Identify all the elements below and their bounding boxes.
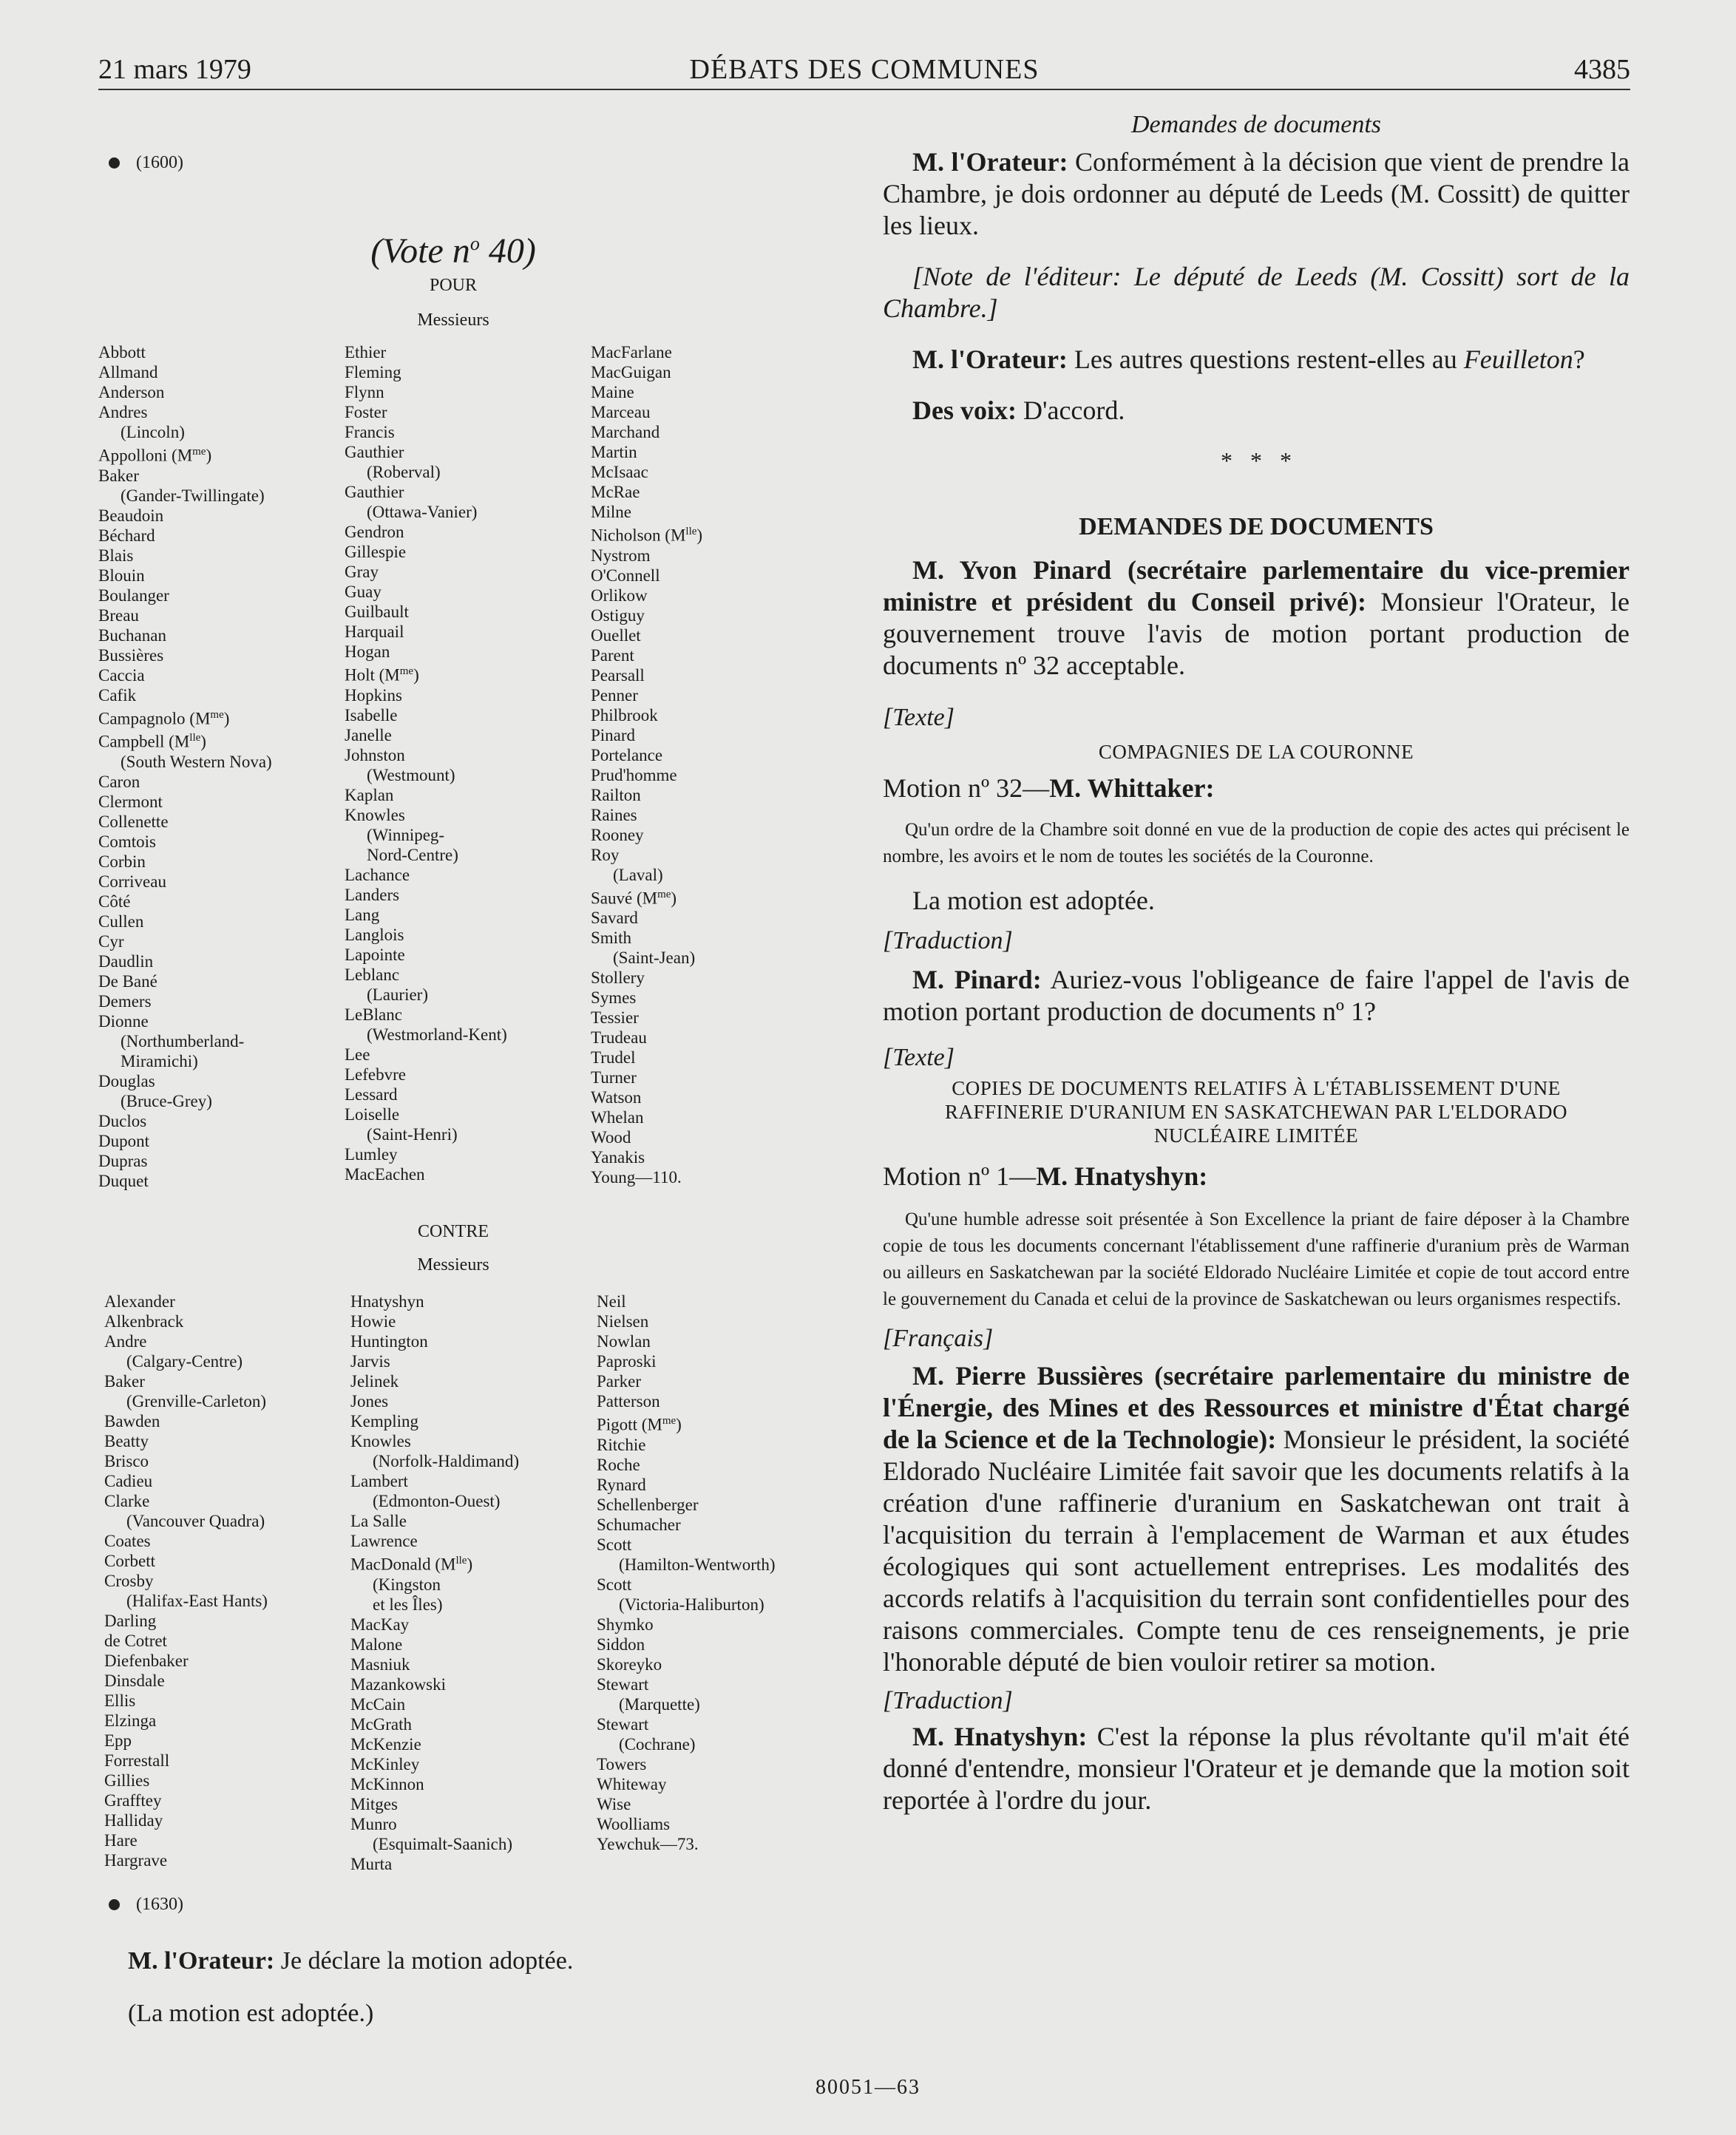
member-name: Lambert xyxy=(350,1471,408,1490)
member-name: Siddon xyxy=(597,1635,645,1654)
speech-text: C'est la réponse la plus révoltante qu'il m'ait été donné d'entendre, monsieur l'Orateur et je demande que la motion soit reportée à l'ordre du jour. xyxy=(883,1722,1630,1815)
contre-names-list xyxy=(98,1291,852,1874)
member-name: Mazankowski xyxy=(350,1674,447,1694)
member-name: (Marquette) xyxy=(619,1694,700,1714)
member-name: Raines xyxy=(591,805,637,824)
member-name: O'Connell xyxy=(591,566,660,585)
member-name: Cyr xyxy=(98,931,124,951)
member-name: Hogan xyxy=(345,642,390,661)
member-name: Martin xyxy=(591,443,637,461)
header-page-number: 4385 xyxy=(1574,54,1630,85)
member-name: (Gander-Twillingate) xyxy=(121,486,265,505)
motion-text: Qu'une humble adresse soit présentée à Son Excellence la priant de faire déposer à la Chambre copie de tous les documents concernant l'établissement d'une raffinerie d'uranium près de Warman ou ailleurs en Saskatchewan par la société Eldorado Nucléaire Limitée et copie de tout accord entre le gouvernement du Canada et celui de la province de Saskatchewan ou leurs organismes respectifs. xyxy=(883,1209,1630,1309)
member-name: Alkenbrack xyxy=(104,1311,184,1331)
names-column xyxy=(104,1291,350,1874)
member-name: McCain xyxy=(350,1694,406,1714)
member-name: Parent xyxy=(591,645,634,665)
member-name: LeBlanc xyxy=(345,1005,402,1024)
member-name: Corriveau xyxy=(98,872,166,891)
member-name: Sauvé $(M^{me})$ xyxy=(591,888,677,908)
header-rule xyxy=(98,89,1630,90)
member-name: Hopkins xyxy=(345,685,402,705)
member-name: Gendron xyxy=(345,523,404,541)
member-name: Marceau xyxy=(591,403,651,421)
speaker-paragraph xyxy=(883,395,1630,427)
member-name: Anderson xyxy=(98,383,165,401)
member-name: Shymko xyxy=(597,1615,654,1634)
member-name: MacFarlane xyxy=(591,343,672,362)
vote-title-sup: o xyxy=(469,233,480,254)
member-name: Paproski xyxy=(597,1351,657,1371)
member-name: (Lincoln) xyxy=(121,423,185,441)
member-name: (Kingston xyxy=(373,1575,441,1594)
bullet-icon xyxy=(109,157,120,169)
member-name: Turner xyxy=(591,1068,637,1087)
member-name: Roche xyxy=(597,1455,640,1474)
motion-title: COMPAGNIES DE LA COURONNE xyxy=(1098,741,1414,763)
member-name: Trudel xyxy=(591,1048,636,1068)
member-name: (Ottawa-Vanier) xyxy=(367,503,478,521)
member-name: Blais xyxy=(98,546,134,565)
speaker-paragraph xyxy=(883,1360,1630,1678)
right-column xyxy=(883,111,1630,1816)
member-name: Orlikow xyxy=(591,585,648,605)
member-name: (Grenville-Carleton) xyxy=(126,1391,267,1411)
member-name: Darling xyxy=(104,1611,157,1630)
speech-text: Monsieur le président, la société Eldorado Nucléaire Limitée fait savoir que les documents relatifs à la création d'une raffinerie d'uranium en Saskatchewan ont trait à l'acquisition du terrain à l'emplacement de Warman et aux études écologiques qui sont actuellement entreprises. Les modalités des accords relatifs à l'acquisition du terrain sont confidentielles pour des raisons commerciales. Compte tenu de ces renseignements, je prie l'honorable député de bien vouloir retirer sa motion. xyxy=(883,1425,1630,1677)
member-name: Comtois xyxy=(98,832,156,851)
member-name: McKinnon xyxy=(350,1774,424,1793)
member-name: Caron xyxy=(98,772,140,791)
member-name: Milne xyxy=(591,503,631,521)
member-name: Howie xyxy=(350,1311,396,1331)
time-label: (1630) xyxy=(136,1895,183,1915)
member-name: Lapointe xyxy=(345,945,405,964)
member-name: Rooney xyxy=(591,825,644,844)
member-name: Whelan xyxy=(591,1108,644,1127)
member-name: Ostiguy xyxy=(591,605,645,625)
language-tag: [Traduction] xyxy=(883,927,1013,954)
member-name: (Cochrane) xyxy=(619,1734,696,1754)
speaker-paragraph xyxy=(98,1945,852,1977)
running-header xyxy=(98,53,1630,92)
member-name: Lefebvre xyxy=(345,1065,406,1084)
member-name: Dupont xyxy=(98,1131,149,1150)
member-name: Murta xyxy=(350,1854,393,1873)
member-name: Harquail xyxy=(345,622,404,641)
member-name: Wood xyxy=(591,1128,631,1147)
member-name: Schellenberger xyxy=(597,1495,699,1514)
member-name: Nicholson $(M^{lle})$ xyxy=(591,526,703,545)
speaker-paragraph xyxy=(883,1721,1630,1816)
member-name: Hnatyshyn xyxy=(350,1291,424,1311)
motion-heading xyxy=(883,773,1630,804)
member-name: Dionne xyxy=(98,1011,149,1031)
speaker-name: M. l'Orateur: xyxy=(912,147,1068,177)
speaker-name: M. Pierre Bussières (secrétaire parlementaire du ministre de l'Énergie, des Mines et des Ressources et ministre d'État chargé de la Science et de la Technologie): xyxy=(883,1361,1630,1454)
member-name: Brisco xyxy=(104,1451,149,1470)
member-name: Skoreyko xyxy=(597,1654,662,1674)
member-name: De Bané xyxy=(98,971,157,991)
member-name: La Salle xyxy=(350,1511,407,1530)
member-name: Foster xyxy=(345,403,387,421)
speech-text: Les autres questions restent-elles au xyxy=(1067,344,1464,374)
member-name: Janelle xyxy=(345,725,392,744)
member-name: (Vancouver Quadra) xyxy=(126,1511,265,1530)
member-name: Elzinga xyxy=(104,1711,157,1730)
member-name: Yewchuk—73. xyxy=(597,1834,699,1853)
member-name: Kempling xyxy=(350,1411,418,1430)
member-name: Clarke xyxy=(104,1491,150,1510)
member-name: Lessard xyxy=(345,1085,398,1104)
member-name: Prud'homme xyxy=(591,765,677,784)
member-name: Hargrave xyxy=(104,1850,168,1870)
speech-text: Je déclare la motion adoptée. xyxy=(274,1946,574,1975)
member-name: Daudlin xyxy=(98,951,154,971)
member-name: de Cotret xyxy=(104,1631,167,1650)
member-name: Patterson xyxy=(597,1391,660,1411)
member-name: Beatty xyxy=(104,1431,149,1450)
member-name: Masniuk xyxy=(350,1654,410,1674)
member-name: Duquet xyxy=(98,1171,149,1190)
member-name: Knowles xyxy=(345,805,405,824)
member-name: Coates xyxy=(104,1531,151,1550)
member-name: Campagnolo $(M^{me})$ xyxy=(98,708,230,728)
member-name: McIsaac xyxy=(591,463,648,481)
member-name: Abbott xyxy=(98,343,146,362)
member-name: Towers xyxy=(597,1754,647,1773)
member-name: Landers xyxy=(345,885,400,904)
member-name: Maine xyxy=(591,383,634,401)
member-name: Knowles xyxy=(350,1431,411,1450)
member-name: Trudeau xyxy=(591,1028,647,1048)
member-name: Woolliams xyxy=(597,1814,671,1833)
contre-label: CONTRE xyxy=(418,1221,489,1241)
speaker-paragraph xyxy=(883,964,1630,1028)
section-title: DEMANDES DE DOCUMENTS xyxy=(1079,513,1434,540)
member-name: Malone xyxy=(350,1635,403,1654)
time-marker-1630 xyxy=(98,1890,852,1920)
member-name: Halliday xyxy=(104,1810,163,1830)
member-name: Gillies xyxy=(104,1771,150,1790)
member-name: Campbell $(M^{lle})$ xyxy=(98,732,206,751)
member-name: Gray xyxy=(345,563,379,581)
speaker-name: Des voix: xyxy=(912,396,1017,425)
member-name: Railton xyxy=(591,785,641,804)
member-name: Lawrence xyxy=(350,1531,418,1550)
member-name: Pigott $(M^{me})$ xyxy=(597,1414,682,1434)
member-name: Baker xyxy=(104,1371,145,1391)
member-name: Johnston xyxy=(345,745,405,764)
member-name: Corbett xyxy=(104,1551,155,1570)
member-name: (Calgary-Centre) xyxy=(126,1351,243,1371)
member-name: (Bruce-Grey) xyxy=(121,1091,212,1110)
member-name: Lang xyxy=(345,905,380,924)
member-name: Scott xyxy=(597,1575,632,1594)
motion-mover: M. Hnatyshyn: xyxy=(1036,1161,1208,1191)
member-name: Cadieu xyxy=(104,1471,153,1490)
member-name: Holt $(M^{me})$ xyxy=(345,665,419,685)
member-name: Collenette xyxy=(98,812,169,831)
speaker-name: M. l'Orateur: xyxy=(128,1946,275,1975)
language-tag: [Français] xyxy=(883,1325,994,1352)
member-name: (Roberval) xyxy=(367,463,441,481)
member-name: Whiteway xyxy=(597,1774,667,1793)
member-name: Philbrook xyxy=(591,705,658,724)
speaker-name: M. Pinard: xyxy=(912,965,1042,994)
member-name: Stollery xyxy=(591,968,645,988)
member-name: Scott xyxy=(597,1535,632,1554)
member-name: Beaudoin xyxy=(98,506,164,525)
member-name: Hare xyxy=(104,1830,138,1850)
member-name: Munro xyxy=(350,1814,397,1833)
member-name: Nielsen xyxy=(597,1311,649,1331)
section-heading-italic: Demandes de documents xyxy=(1130,111,1382,138)
member-name: (South Western Nova) xyxy=(121,752,272,771)
motion-mover: M. Whittaker: xyxy=(1049,773,1215,803)
member-name: Demers xyxy=(98,991,152,1011)
names-column xyxy=(591,342,702,1191)
member-name: Bussières xyxy=(98,645,164,665)
messieurs-label-2: Messieurs xyxy=(417,1255,489,1274)
member-name: (Saint-Henri) xyxy=(367,1124,458,1144)
member-name: McKinley xyxy=(350,1754,420,1773)
member-name: Clermont xyxy=(98,792,163,811)
member-name: Gauthier xyxy=(345,443,404,461)
member-name: Bawden xyxy=(104,1411,160,1430)
names-column xyxy=(345,342,591,1191)
member-name: Penner xyxy=(591,685,638,705)
member-name: Gauthier xyxy=(345,483,404,501)
member-name: Ellis xyxy=(104,1691,136,1710)
member-name: Smith xyxy=(591,929,631,948)
messieurs-label: Messieurs xyxy=(417,310,489,330)
member-name: (Laval) xyxy=(613,865,663,884)
member-name: Miramichi) xyxy=(121,1051,198,1070)
pour-label: POUR xyxy=(429,276,478,295)
member-name: Lee xyxy=(345,1045,370,1064)
member-name: Ritchie xyxy=(597,1435,646,1454)
member-name: et les Îles) xyxy=(373,1595,443,1614)
member-name: Portelance xyxy=(591,745,663,764)
member-name: Guilbault xyxy=(345,603,409,621)
member-name: (Victoria-Haliburton) xyxy=(619,1595,764,1614)
pour-names-list xyxy=(98,342,852,1191)
member-name: Dupras xyxy=(98,1151,148,1170)
member-name: Alexander xyxy=(104,1291,175,1311)
member-name: Ethier xyxy=(345,343,387,362)
member-name: Stewart xyxy=(597,1674,649,1694)
vote-title-suffix: 40) xyxy=(479,231,536,271)
member-name: Cafik xyxy=(98,685,137,705)
member-name: Lumley xyxy=(345,1144,398,1164)
member-name: Diefenbaker xyxy=(104,1651,189,1670)
member-name: Pearsall xyxy=(591,665,645,685)
member-name: (Laurier) xyxy=(367,985,428,1004)
member-name: Dinsdale xyxy=(104,1671,165,1690)
member-name: Flynn xyxy=(345,383,384,401)
member-name: Guay xyxy=(345,583,382,601)
language-tag: [Traduction] xyxy=(883,1687,1013,1714)
member-name: Jarvis xyxy=(350,1351,390,1371)
member-name: Leblanc xyxy=(345,965,400,984)
member-name: Marchand xyxy=(591,423,660,441)
member-name: (Westmorland-Kent) xyxy=(367,1025,507,1044)
motion-result: La motion est adoptée. xyxy=(912,886,1155,915)
member-name: Tessier xyxy=(591,1008,639,1028)
speech-end: ? xyxy=(1573,344,1585,374)
member-name: (Westmount) xyxy=(367,765,455,784)
member-name: MacGuigan xyxy=(591,363,671,381)
member-name: Buchanan xyxy=(98,625,166,645)
motion-number: Motion nº 32— xyxy=(883,773,1050,803)
member-name: (Saint-Jean) xyxy=(613,948,696,968)
header-title: DÉBATS DES COMMUNES xyxy=(689,54,1040,85)
member-name: McKenzie xyxy=(350,1734,421,1754)
member-name: Blouin xyxy=(98,566,145,585)
member-name: (Hamilton-Wentworth) xyxy=(619,1555,776,1574)
member-name: Huntington xyxy=(350,1331,428,1351)
member-name: MacEachen xyxy=(345,1164,425,1184)
speech-italic: Feuilleton xyxy=(1463,344,1573,374)
member-name: Allmand xyxy=(98,363,158,381)
member-name: (Northumberland- xyxy=(121,1031,245,1050)
member-name: Andres xyxy=(98,403,148,421)
language-tag: [Texte] xyxy=(883,704,955,731)
member-name: Symes xyxy=(591,988,637,1008)
member-name: Yanakis xyxy=(591,1148,645,1167)
member-name: Neil xyxy=(597,1291,626,1311)
member-name: Béchard xyxy=(98,526,155,545)
member-name: (Edmonton-Ouest) xyxy=(373,1491,501,1510)
motion-title: COPIES DE DOCUMENTS RELATIFS À L'ÉTABLISSEMENT D'UNE RAFFINERIE D'URANIUM EN SASKATCHEWAN PAR L'ELDORADO NUCLÉAIRE LIMITÉE xyxy=(944,1077,1568,1147)
member-name: (Halifax-East Hants) xyxy=(126,1591,268,1610)
member-name: Fleming xyxy=(345,363,401,381)
member-name: Rynard xyxy=(597,1475,646,1494)
member-name: Watson xyxy=(591,1088,642,1107)
member-name: Young—110. xyxy=(591,1168,682,1187)
member-name: Lachance xyxy=(345,865,410,884)
editor-note: [Note de l'éditeur: Le député de Leeds (M. Cossitt) sort de la Chambre.] xyxy=(883,262,1630,323)
speech-text: Conformément à la décision que vient de prendre la Chambre, je dois ordonner au député de Leeds (M. Cossitt) de quitter les lieux. xyxy=(883,147,1630,240)
speech-text: Monsieur l'Orateur, le gouvernement trouve l'avis de motion portant production de documents nº 32 acceptable. xyxy=(883,587,1630,680)
speaker-paragraph xyxy=(883,344,1630,376)
member-name: Côté xyxy=(98,892,131,911)
member-name: Roy xyxy=(591,845,620,864)
member-name: Schumacher xyxy=(597,1515,681,1534)
member-name: Douglas xyxy=(98,1071,155,1090)
member-name: Parker xyxy=(597,1371,642,1391)
member-name: (Esquimalt-Saanich) xyxy=(373,1834,513,1853)
speech-text: D'accord. xyxy=(1016,396,1125,425)
motion-number: Motion nº 1— xyxy=(883,1161,1037,1191)
names-column xyxy=(597,1291,775,1874)
member-name: (Norfolk-Haldimand) xyxy=(373,1451,519,1470)
member-name: Corbin xyxy=(98,852,146,871)
member-name: Forrestall xyxy=(104,1751,170,1770)
motion-heading xyxy=(883,1161,1630,1192)
member-name: Savard xyxy=(591,909,638,928)
member-name: Baker xyxy=(98,466,139,485)
member-name: Nystrom xyxy=(591,546,651,565)
member-name: McRae xyxy=(591,483,640,501)
member-name: Crosby xyxy=(104,1571,154,1590)
member-name: Cullen xyxy=(98,912,144,931)
member-name: Duclos xyxy=(98,1111,147,1130)
header-date: 21 mars 1979 xyxy=(98,54,251,85)
member-name: Ouellet xyxy=(591,625,641,645)
bullet-icon xyxy=(109,1899,120,1910)
speaker-paragraph xyxy=(883,554,1630,682)
member-name: McGrath xyxy=(350,1714,413,1734)
names-column xyxy=(350,1291,597,1874)
member-name: Langlois xyxy=(345,925,404,944)
member-name: Gillespie xyxy=(345,543,407,561)
member-name: Epp xyxy=(104,1731,132,1750)
member-name: Pinard xyxy=(591,725,636,744)
member-name: Appolloni $(M^{me})$ xyxy=(98,446,212,465)
member-name: Kaplan xyxy=(345,785,394,804)
member-name: Nowlan xyxy=(597,1331,651,1351)
member-name: Isabelle xyxy=(345,705,398,724)
member-name: Andre xyxy=(104,1331,147,1351)
member-name: Caccia xyxy=(98,665,145,685)
left-column xyxy=(98,148,852,2029)
member-name: Wise xyxy=(597,1794,631,1813)
member-name: Francis xyxy=(345,423,395,441)
speaker-name: M. l'Orateur: xyxy=(912,344,1068,374)
footer-code: 80051—63 xyxy=(816,2076,920,2099)
vote-title-prefix: (Vote n xyxy=(370,231,470,271)
time-marker-1600 xyxy=(98,148,852,177)
motion-result: (La motion est adoptée.) xyxy=(128,1999,374,2027)
member-name: (Winnipeg- xyxy=(367,825,445,844)
speaker-paragraph xyxy=(883,146,1630,242)
member-name: Jones xyxy=(350,1391,389,1411)
member-name: Loiselle xyxy=(345,1104,400,1124)
member-name: Stewart xyxy=(597,1714,649,1734)
speaker-name: M. Hnatyshyn: xyxy=(912,1722,1088,1751)
member-name: Nord-Centre) xyxy=(367,845,458,864)
member-name: MacKay xyxy=(350,1615,410,1634)
vote-title xyxy=(305,231,601,271)
motion-text: Qu'un ordre de la Chambre soit donné en vue de la production de copie des actes qui précisent le nombre, les avoirs et le nom de toutes les sociétés de la Couronne. xyxy=(883,820,1630,866)
time-label: (1600) xyxy=(136,152,183,172)
speaker-name: M. Yvon Pinard (secrétaire parlementaire du vice-premier ministre et président du Conseil privé): xyxy=(883,555,1630,617)
language-tag: [Texte] xyxy=(883,1044,955,1071)
member-name: MacDonald $(M^{lle})$ xyxy=(350,1554,473,1574)
speech-text: Auriez-vous l'obligeance de faire l'appel de l'avis de motion portant production de documents nº 1? xyxy=(883,965,1630,1026)
names-column xyxy=(98,342,345,1191)
member-name: Boulanger xyxy=(98,585,169,605)
section-divider-stars: * * * xyxy=(1221,447,1292,474)
member-name: Jelinek xyxy=(350,1371,399,1391)
member-name: Grafftey xyxy=(104,1791,162,1810)
member-name: Mitges xyxy=(350,1794,398,1813)
member-name: Breau xyxy=(98,605,139,625)
